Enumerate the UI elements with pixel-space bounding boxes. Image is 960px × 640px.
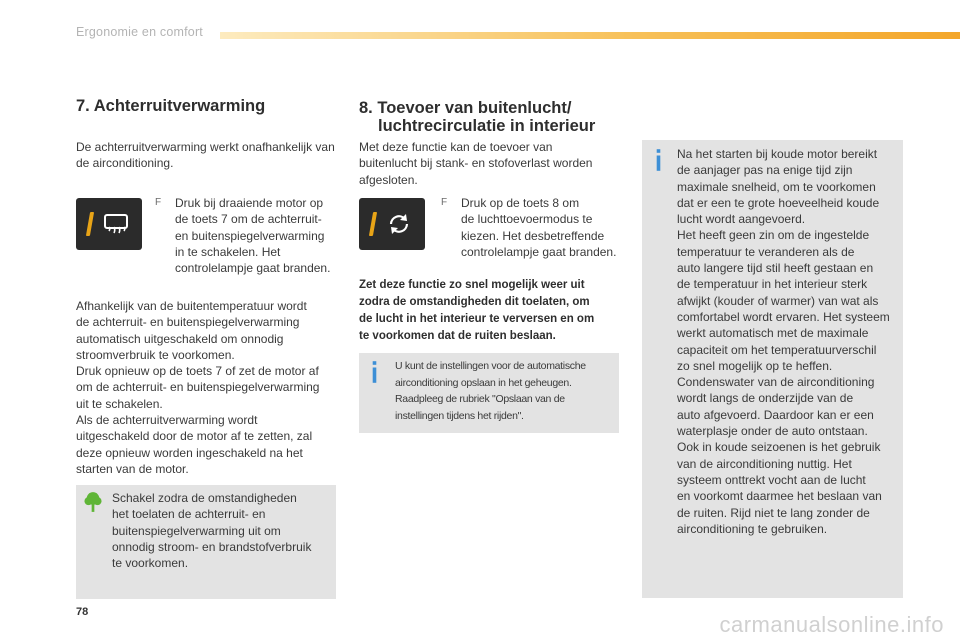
eco-tip-text xyxy=(112,490,330,571)
info-line: Na het starten bij koude motor bereikt xyxy=(677,147,878,161)
eco-line: buitenspiegelverwarming uit om xyxy=(112,523,281,538)
section-7-title: 7. Achterruitverwarming xyxy=(76,97,266,115)
info-line: Condenswater van de airconditioning xyxy=(677,375,875,390)
section-8-intro xyxy=(359,139,621,188)
eco-line: het toelaten de achterruit- en xyxy=(112,507,266,522)
intro-line: afgesloten. xyxy=(359,172,418,187)
info-icon xyxy=(370,361,379,383)
eco-line: te voorkomen. xyxy=(112,556,189,571)
indicator-light xyxy=(369,212,377,236)
section-8-title-line1: 8. Toevoer van buitenlucht/ xyxy=(359,99,572,117)
info-line: afwijkt (kouder of warmer) van wat als xyxy=(677,293,879,308)
info-line: en voorkomt daarmee het beslaan van xyxy=(677,489,882,504)
body-line: de achterruit- en buitenspiegelverwarming xyxy=(76,315,300,330)
info-line: Het heeft geen zin om de ingestelde xyxy=(677,228,870,243)
body-line: automatisch uitgeschakeld om onnodig xyxy=(76,331,284,346)
section-7-bullet xyxy=(155,195,340,276)
body-line: uitgeschakeld door de motor af te zetten, zal xyxy=(76,429,313,444)
info-line: airconditioning te gebruiken. xyxy=(677,521,828,536)
body-line: Afhankelijk van de buitentemperatuur wordt xyxy=(76,299,307,313)
eco-tree-icon xyxy=(84,491,102,513)
info-line: van de airconditioning nuttig. Het xyxy=(677,456,852,471)
section-7-intro: De achterruitverwarming werkt onafhankelijk van de airconditioning. xyxy=(76,140,335,171)
section-8-title-line2: luchtrecirculatie in interieur xyxy=(378,117,596,135)
section-8-warning xyxy=(359,277,624,345)
warning-line: Zet deze functie zo snel mogelijk weer uit xyxy=(359,279,585,291)
info-line: Ook in koude seizoenen is het gebruik xyxy=(677,440,881,455)
rear-defrost-button-image xyxy=(76,198,142,250)
info-line: auto langere tijd stil heeft gestaan en xyxy=(677,261,874,276)
bullet-line: de toets 7 om de achterruit- xyxy=(175,212,322,227)
warning-line: te voorkomen dat de ruiten beslaan. xyxy=(359,330,556,342)
bullet-line: Druk bij draaiende motor op xyxy=(175,196,324,210)
memory-info-text xyxy=(395,358,617,424)
section-7-body xyxy=(76,298,341,477)
info-line: Raadpleeg de rubriek "Opslaan van de xyxy=(395,393,565,405)
side-info-text xyxy=(677,146,903,537)
recirculation-button-image xyxy=(359,198,425,250)
info-line: dat er een te grote hoeveelheid koude xyxy=(677,195,880,210)
header-accent-bar xyxy=(220,32,960,39)
info-line: werkt automatisch met de maximale xyxy=(677,326,869,341)
body-line: deze opnieuw worden ingeschakeld na het xyxy=(76,445,303,460)
info-line: de temperatuur in het interieur sterk xyxy=(677,277,868,292)
info-line: temperatuur te veranderen als de xyxy=(677,244,855,259)
section-8-title xyxy=(359,99,595,135)
air-recirculation-icon xyxy=(385,210,413,238)
info-line: maximale snelheid, om te voorkomen xyxy=(677,179,876,194)
header-section-label: Ergonomie en comfort xyxy=(76,25,203,39)
intro-line: buitenlucht bij stank- en stofoverlast worden xyxy=(359,156,593,171)
rear-defrost-icon xyxy=(102,210,130,238)
eco-tip-box xyxy=(76,485,336,599)
body-line: starten van de motor. xyxy=(76,461,189,476)
bullet-line: controlelampje gaat branden. xyxy=(461,244,617,259)
warning-line: zodra de omstandigheden dit toelaten, om xyxy=(359,296,590,308)
memory-info-box xyxy=(359,353,619,433)
eco-line: Schakel zodra de omstandigheden xyxy=(112,491,297,505)
info-line: de aanjager pas na enige tijd zijn xyxy=(677,163,853,178)
body-line: uit te schakelen. xyxy=(76,396,163,411)
info-line: lucht wordt aangevoerd. xyxy=(677,212,806,227)
info-line: waterplasje onder de auto ontstaan. xyxy=(677,424,868,439)
body-line: Als de achterruitverwarming wordt xyxy=(76,413,258,428)
bullet-line: Druk op de toets 8 om xyxy=(461,196,580,210)
side-info-box xyxy=(642,140,903,598)
info-line: de ruiten. Rijd niet te lang zonder de xyxy=(677,505,870,520)
bullet-line: de luchttoevoermodus te xyxy=(461,212,593,227)
info-line: capaciteit om het temperatuurverschil xyxy=(677,342,877,357)
bullet-mark: F xyxy=(155,197,162,208)
info-line: airconditioning opslaan in het geheugen. xyxy=(395,376,572,389)
body-line: Druk opnieuw op de toets 7 of zet de motor af xyxy=(76,364,319,379)
info-line: systeem onttrekt vocht aan de lucht xyxy=(677,472,866,487)
bullet-line: in te schakelen. Het xyxy=(175,244,281,259)
bullet-line: kiezen. Het desbetreffende xyxy=(461,228,605,243)
warning-line: de lucht in het interieur te verversen en om xyxy=(359,313,595,325)
intro-line: Met deze functie kan de toevoer van xyxy=(359,140,553,154)
info-line: zo snel mogelijk op te heffen. xyxy=(677,358,833,373)
eco-line: onnodig stroom- en brandstofverbruik xyxy=(112,539,312,554)
info-line: auto afgevoerd. Daardoor kan er een xyxy=(677,407,874,422)
bullet-mark: F xyxy=(441,197,448,208)
page-number: 78 xyxy=(76,606,89,618)
bullet-line: controlelampje gaat branden. xyxy=(175,261,331,276)
info-line: U kunt de instellingen voor de automatische xyxy=(395,360,586,372)
info-line: instellingen tijdens het rijden". xyxy=(395,409,524,422)
section-8-bullet xyxy=(441,195,626,260)
indicator-light xyxy=(86,212,94,236)
body-line: stroomverbruik te voorkomen. xyxy=(76,347,235,362)
body-line: om de achterruit- en buitenspiegelverwarming xyxy=(76,380,320,395)
watermark: carmanualsonline.info xyxy=(719,612,944,637)
info-line: wordt langs de onderzijde van de xyxy=(677,391,854,406)
info-line: comfortabel wordt ervaren. Het systeem xyxy=(677,309,890,324)
info-icon xyxy=(654,149,663,171)
bullet-line: en buitenspiegelverwarming xyxy=(175,228,325,243)
